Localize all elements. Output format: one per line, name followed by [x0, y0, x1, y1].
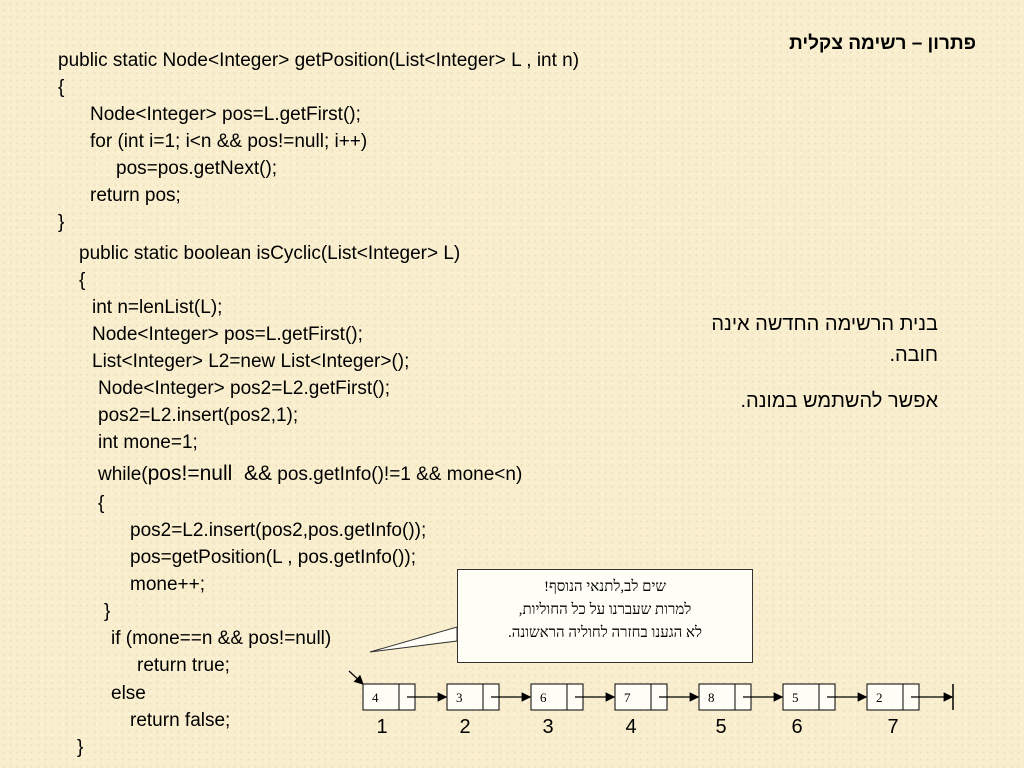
list-node	[363, 684, 446, 710]
code-line-close-brace: }	[104, 601, 111, 622]
note-line: חובה.	[889, 344, 938, 366]
code-line: int n=lenList(L);	[92, 297, 223, 318]
code-line: mone++;	[130, 574, 205, 595]
slide-title: פתרון – רשימה צקלית	[789, 33, 976, 54]
note-line: אפשר להשתמש במונה.	[740, 390, 938, 412]
head-arrow	[349, 671, 363, 684]
callout-line: למרות שעברנו על כל החוליות,	[518, 602, 692, 618]
code-line: Node<Integer> pos=L.getFirst();	[90, 104, 361, 125]
node-index: 3	[542, 716, 554, 738]
code-line-close-brace: }	[77, 737, 84, 758]
node-value: 2	[876, 690, 883, 705]
node-value: 6	[540, 690, 547, 705]
code-line: return pos;	[90, 185, 181, 206]
list-node	[615, 684, 698, 710]
list-node	[867, 684, 952, 710]
while-condition-rest: pos.getInfo()!=1 && mone<n)	[271, 464, 523, 485]
callout-line: שים לב,לתנאי הנוסף!	[543, 579, 667, 595]
code-line: else	[111, 683, 146, 704]
node-index: 7	[887, 716, 899, 738]
code-line: pos2=L2.insert(pos2,pos.getInfo());	[130, 520, 427, 541]
code-line: int mone=1;	[98, 432, 198, 453]
code-line: Node<Integer> pos=L.getFirst();	[92, 324, 363, 345]
node-value: 8	[708, 690, 715, 705]
code-line: for (int i=1; i<n && pos!=null; i++)	[90, 131, 368, 152]
node-value: 4	[372, 690, 379, 705]
code-line-open-brace: {	[98, 493, 105, 514]
code-line: pos=getPosition(L , pos.getInfo());	[130, 547, 417, 568]
node-index: 5	[715, 716, 727, 738]
code-line-open-brace: {	[58, 77, 65, 98]
node-index: 1	[376, 716, 388, 738]
node-index: 4	[625, 716, 637, 738]
node-index: 2	[459, 716, 471, 738]
node-index: 6	[791, 716, 803, 738]
code-line-is-cyclic-signature: public static boolean isCyclic(List<Integer> L)	[79, 243, 461, 264]
list-node	[699, 684, 782, 710]
code-line-get-position-signature: public static Node<Integer> getPosition(List<Integer> L , int n)	[58, 50, 580, 71]
code-line-open-brace: {	[79, 270, 86, 291]
list-node	[783, 684, 866, 710]
while-keyword: while(	[98, 464, 148, 485]
code-line-if: if (mone==n && pos!=null)	[111, 628, 332, 649]
list-node	[531, 684, 614, 710]
code-line: Node<Integer> pos2=L2.getFirst();	[98, 378, 391, 399]
code-line-close-brace: }	[58, 212, 65, 233]
code-line: pos=pos.getNext();	[116, 158, 278, 179]
code-line: return true;	[137, 655, 230, 676]
code-line: return false;	[130, 710, 231, 731]
node-value: 3	[456, 690, 463, 705]
code-line: List<Integer> L2=new List<Integer>();	[92, 351, 410, 372]
node-value: 7	[624, 690, 631, 705]
code-line: pos2=L2.insert(pos2,1);	[98, 405, 299, 426]
note-line: בנית הרשימה החדשה אינה	[711, 313, 938, 335]
while-condition-emphasis: pos!=null &&	[147, 462, 272, 485]
node-value: 5	[792, 690, 799, 705]
list-node	[447, 684, 530, 710]
callout-line: לא הגענו בחזרה לחוליה הראשונה.	[507, 625, 703, 641]
